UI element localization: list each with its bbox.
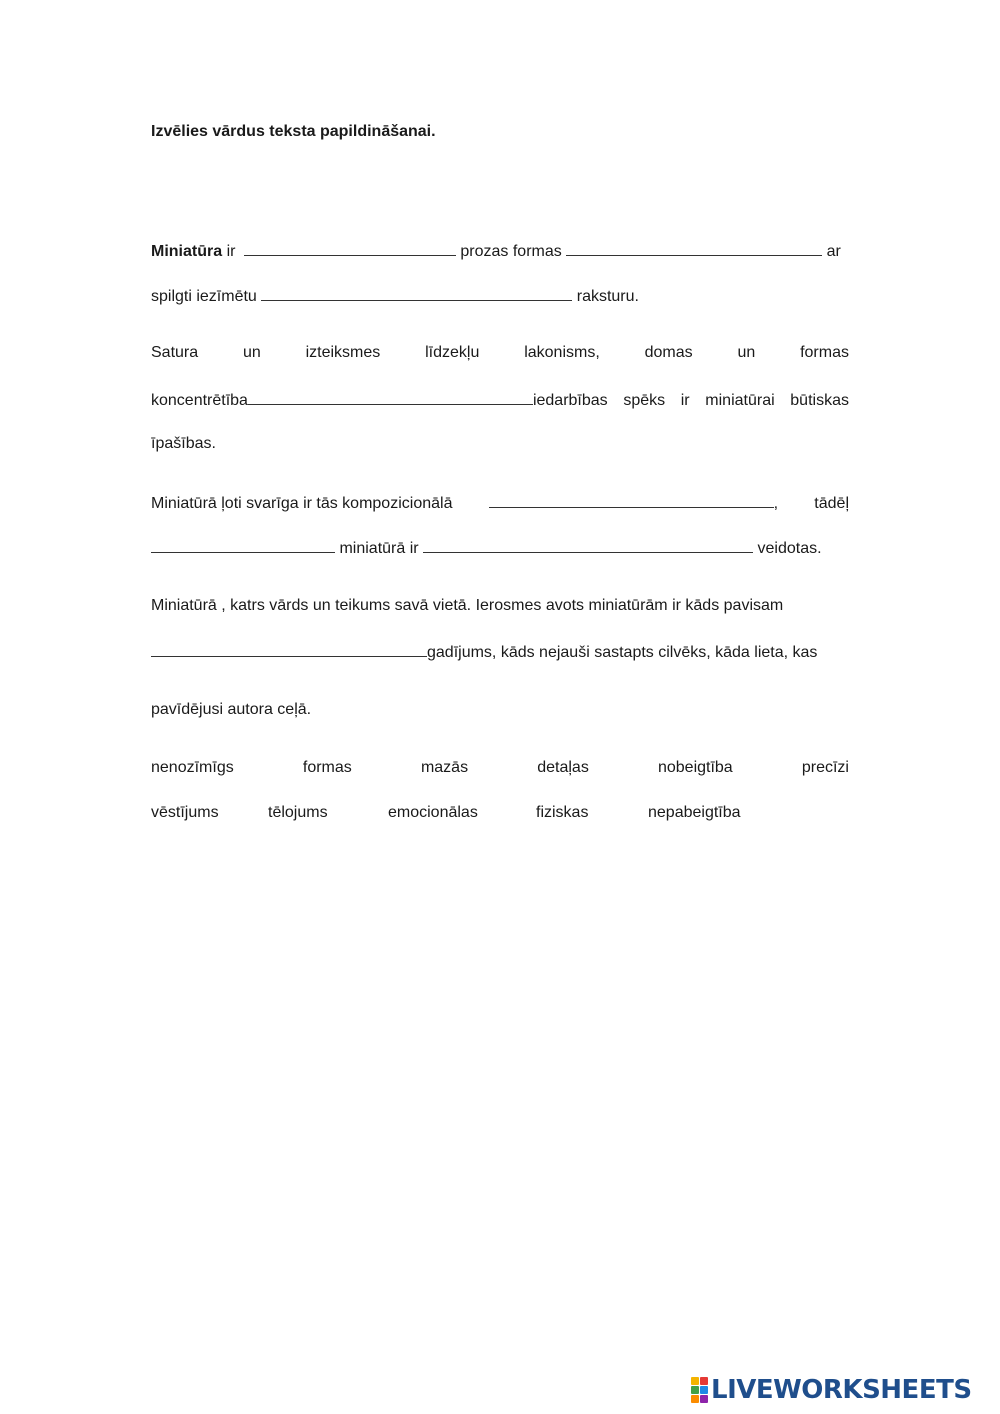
word-bank-item: precīzi [801, 759, 849, 776]
word-bank-item: nobeigtība [657, 759, 733, 776]
blank-1[interactable] [244, 240, 456, 256]
word-bank-item: detaļas [537, 759, 589, 776]
paragraph-4-line-1: Miniatūrā , katrs vārds un teikums savā vietā. Ierosmes avots miniatūrām ir kāds pavisam [151, 597, 784, 614]
blank-4[interactable] [248, 389, 533, 405]
blank-5[interactable] [489, 492, 774, 508]
word-bank-item: mazās [420, 759, 469, 776]
word-bank-item: tēlojums [268, 804, 328, 821]
paragraph-4-line-3: pavīdējusi autora ceļā. [151, 701, 312, 718]
blank-8[interactable] [151, 641, 427, 657]
logo-icon [691, 1377, 708, 1403]
paragraph-2-line-3: īpašības. [151, 435, 216, 452]
word-bank-item: vēstījums [151, 804, 219, 821]
word-bank-item: nenozīmīgs [151, 759, 234, 776]
blank-2[interactable] [566, 240, 822, 256]
liveworksheets-logo [691, 1375, 972, 1405]
word-bank-item: emocionālas [388, 804, 478, 821]
term-miniatura: Miniatūra [151, 243, 223, 260]
word-bank-row-1 [151, 758, 849, 778]
paragraph-3-line-2: miniatūrā ir veidotas. [151, 537, 849, 559]
logo-text: LIVEWORKSHEETS [711, 1375, 972, 1405]
blank-7[interactable] [423, 537, 753, 553]
paragraph-3-line-1: Miniatūrā ļoti svarīga ir tās kompozicionālā , tādēļ [151, 492, 849, 514]
paragraph-4-line-2: gadījums, kāds nejauši sastapts cilvēks, kāda lieta, kas [151, 641, 849, 663]
blank-6[interactable] [151, 537, 335, 553]
word-bank-item: nepabeigtība [648, 804, 741, 821]
blank-3[interactable] [261, 285, 572, 301]
word-bank-item: fiziskas [536, 804, 589, 821]
instruction-heading: Izvēlies vārdus teksta papildināšanai. [151, 123, 436, 140]
paragraph-1-line-2: spilgti iezīmētu raksturu. [151, 285, 849, 307]
word-bank-item: formas [302, 759, 352, 776]
paragraph-2-line-1: Satura un izteiksmes līdzekļu lakonisms, domas un formas [151, 344, 849, 361]
paragraph-1-line-1: Miniatūra ir prozas formas ar [151, 240, 849, 262]
paragraph-2-line-2: koncentrētība iedarbības spēks ir miniatūrai būtiskas [151, 389, 849, 411]
